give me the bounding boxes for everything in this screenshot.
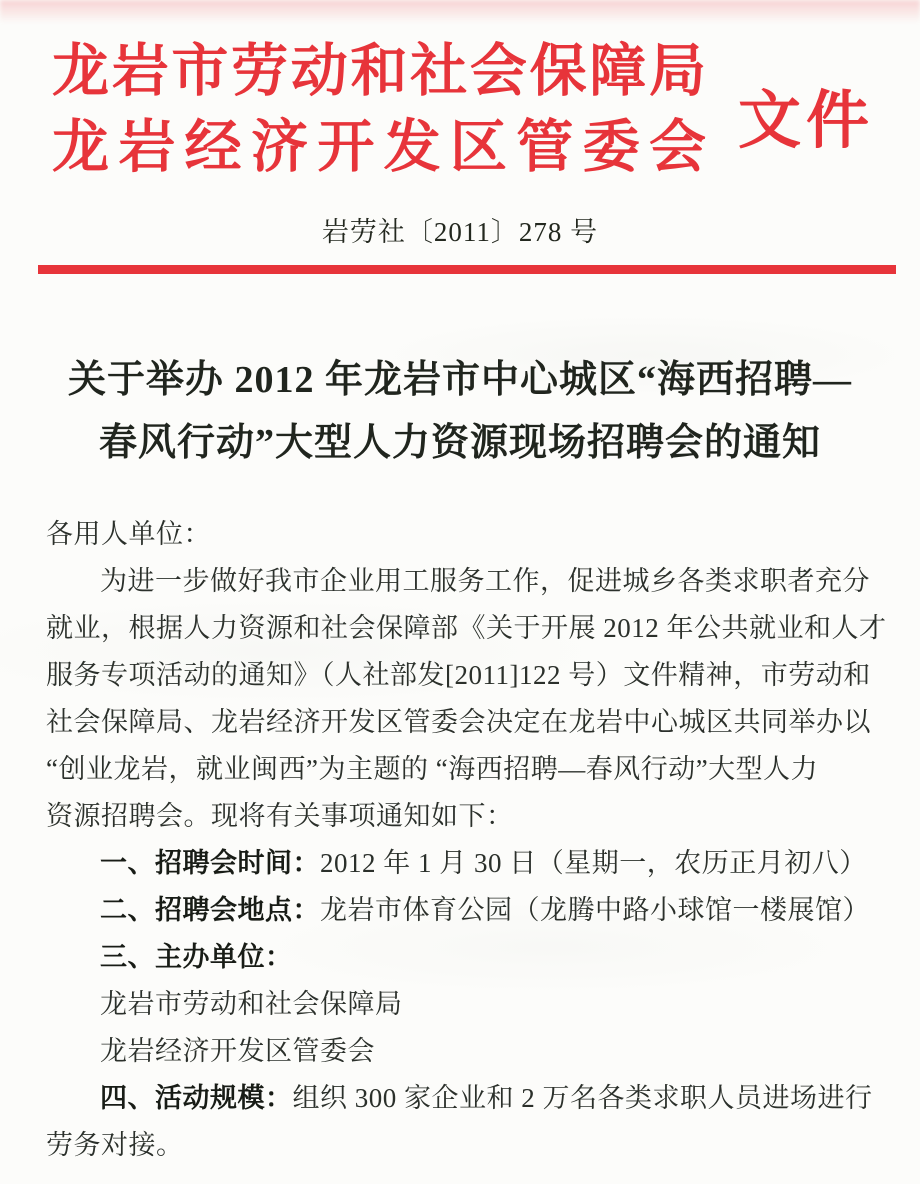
paragraph-line: 为进一步做好我市企业用工服务工作，促进城乡各类求职者充分 — [100, 566, 870, 596]
org-name-line-2: 龙岩经济开发区管委会 — [52, 116, 707, 179]
doc-number: 岩劳社〔2011〕278 号 — [321, 217, 599, 247]
list-item-3-label: 三、主办单位： — [100, 942, 293, 972]
list-item-4-label: 四、活动规模： — [100, 1083, 293, 1113]
organizer-name: 龙岩经济开发区管委会 — [100, 1036, 375, 1066]
doc-type-label: 文件 — [738, 85, 874, 156]
list-item-4 — [46, 1075, 878, 1122]
paragraph-line: “创业龙岩，就业闽西”为主题的 “海西招聘—春风行动”大型人力 — [46, 754, 819, 784]
list-item-2-label: 二、招聘会地点： — [100, 895, 320, 925]
issuing-org-lines — [52, 34, 707, 186]
paragraph-line: 服务专项活动的通知》（人社部发[2011]122 号）文件精神，市劳动和 — [46, 660, 871, 690]
org-name-line-1: 龙岩市劳动和社会保障局 — [52, 40, 707, 103]
list-item-1 — [46, 840, 878, 887]
title-line-1: 关于举办 2012 年龙岩市中心城区“海西招聘— — [67, 359, 852, 401]
paragraph-line: 就业，根据人力资源和社会保障部《关于开展 2012 年公共就业和人才 — [46, 613, 887, 643]
red-header — [0, 0, 920, 186]
title-line-2: 春风行动”大型人力资源现场招聘会的通知 — [98, 422, 821, 464]
list-item-2-text: 龙岩市体育公园（龙腾中路小球馆一楼展馆） — [320, 895, 870, 925]
paragraph-line: 社会保障局、龙岩经济开发区管委会决定在龙岩中心城区共同举办以 — [46, 707, 871, 737]
salutation: 各用人单位： — [46, 519, 211, 549]
list-item-4-continuation: 劳务对接。 — [46, 1130, 184, 1160]
list-item-1-label: 一、招聘会时间： — [100, 848, 320, 878]
document-title — [10, 349, 910, 475]
organizer-name: 龙岩市劳动和社会保障局 — [100, 989, 403, 1019]
list-item-3 — [46, 934, 878, 981]
list-item-2 — [46, 887, 878, 934]
list-item-4-text: 组织 300 家企业和 2 万名各类求职人员进场进行 — [292, 1083, 873, 1113]
paragraph-line: 资源招聘会。现将有关事项通知如下： — [46, 801, 514, 831]
list-item-1-text: 2012 年 1 月 30 日（星期一，农历正月初八） — [320, 848, 867, 878]
red-separator-rule — [38, 265, 896, 274]
document-body — [46, 511, 887, 1169]
